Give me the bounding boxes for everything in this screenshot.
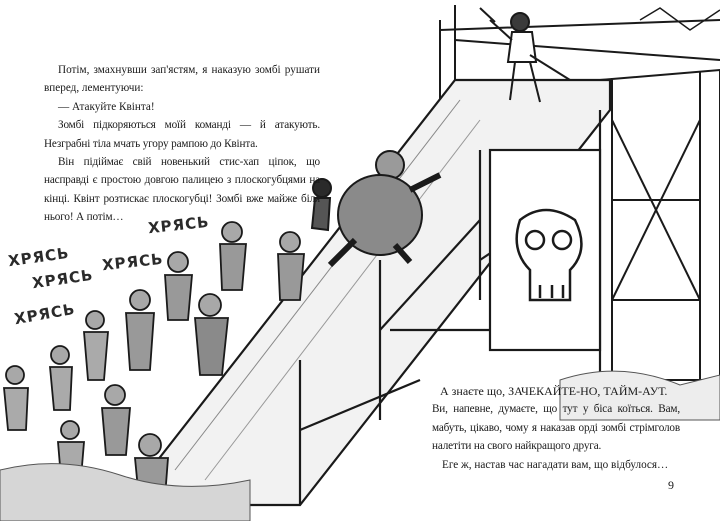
dialogue-line: — Атакуйте Квінта!	[58, 100, 155, 113]
sound-effect: ХРЯСЬ	[147, 212, 211, 238]
sound-effect: ХРЯСЬ	[7, 243, 71, 271]
top-text-block	[44, 61, 320, 227]
paragraph: Зомбі підкоряються моїй команді — й атакують. Незграбні тіла мчать угору рампою до Квінта.	[44, 119, 320, 150]
paragraph: Потім, змахнувши зап'ястям, я наказую зомбі рушати вперед, лементуючи:	[44, 64, 320, 95]
paragraph: Еге ж, настав час нагадати вам, що відбулося…	[442, 458, 669, 471]
paragraph: Ви, напевне, думаєте, що тут у біса коїться. Вам, мабуть, цікаво, чому я наказав орді зомбі стрімголов налетіти на свого найкращого друга.	[432, 403, 680, 453]
paragraph: А знаєте що, ЗАЧЕКАЙТЕ-НО, ТАЙМ-АУТ.	[440, 384, 668, 398]
sound-effect: ХРЯСЬ	[101, 249, 165, 275]
page-number: 9	[668, 478, 674, 492]
paragraph: Він підіймає свій новенький стис-хап ціпок, що насправді є простою довгою палицею з плоскогубцями на кінці. Квінт розтискає плоскогубці! Зомбі вже майже біля нього! А потім…	[44, 156, 320, 224]
sound-effect: ХРЯСЬ	[31, 265, 95, 293]
bottom-text-block	[432, 382, 680, 474]
sound-effect: ХРЯСЬ	[12, 299, 77, 329]
